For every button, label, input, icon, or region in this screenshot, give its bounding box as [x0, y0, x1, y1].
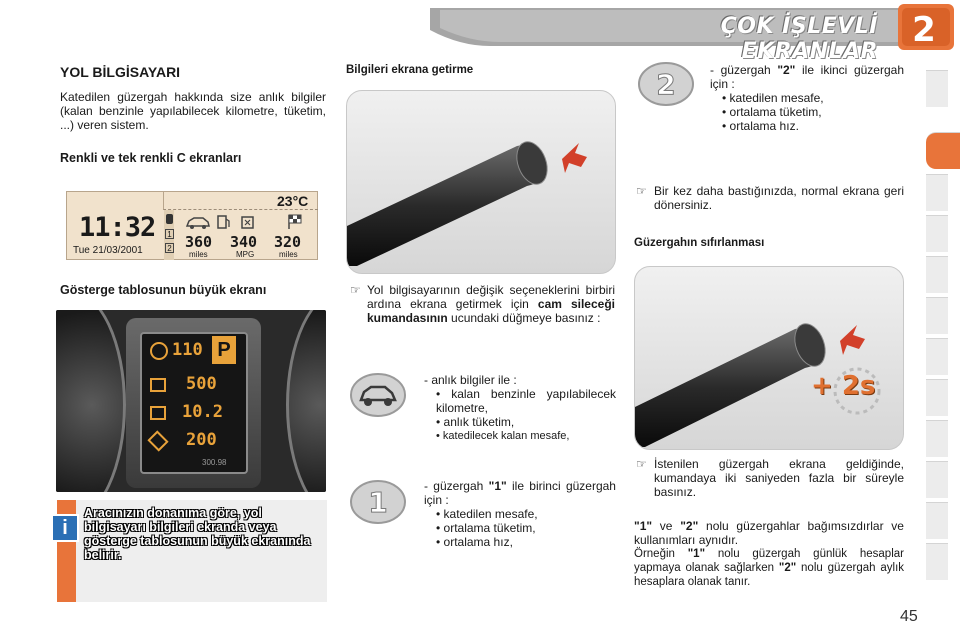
speed-readout: 110 — [172, 340, 203, 360]
instruction-text-b: ucundaki düğmeye basınız : — [451, 311, 601, 325]
block-trip2-item-1: • katedilen mesafe, — [722, 91, 824, 105]
chapter-tab-10[interactable] — [926, 461, 948, 498]
dash-value-2: 10.2 — [182, 402, 223, 422]
instruction-text-bold: cam sileceği kumandasının — [367, 297, 615, 325]
chapter-tab-6[interactable] — [926, 297, 948, 334]
range-unit: miles — [189, 250, 208, 259]
trip-2-icon: 2 — [165, 243, 174, 253]
chapter-tab-1[interactable] — [926, 70, 948, 107]
chapter-tab-8[interactable] — [926, 379, 948, 416]
p1-and: ve — [659, 519, 673, 533]
distance-value: 320 — [274, 233, 302, 251]
distance-unit: miles — [279, 250, 298, 259]
page-number: 45 — [900, 608, 918, 625]
wiper-stalk-reset-illustration — [635, 267, 904, 450]
instrument-panel-photo — [56, 310, 326, 492]
subtitle-reset: Güzergahın sıfırlanması — [634, 237, 765, 249]
trip-1-icon: 1 — [165, 229, 174, 239]
example-paragraph — [634, 547, 904, 589]
bullet-arrow-icon-3: ☞ — [636, 457, 647, 471]
block-instant-lead: - anlık bilgiler ile : — [424, 373, 517, 387]
subtitle-color-displays: Renkli ve tek renkli C ekranları — [60, 151, 242, 165]
info-icon: i — [51, 514, 79, 542]
chapter-tabs — [926, 70, 948, 575]
block-trip2-item-3: • ortalama hız. — [722, 119, 799, 133]
intro-paragraph: Katedilen güzergah hakkında size anlık bilgiler (kalan benzinle yapılabilecek kilometre, tüketim, ...) veren sistem. — [60, 90, 326, 132]
plus-2s-label: + 2s — [811, 371, 876, 401]
block-trip2-pre: - güzergah — [710, 63, 771, 77]
consumption-icon — [150, 406, 166, 420]
p1-code-1: "1" — [634, 519, 653, 533]
block-trip2-line — [710, 63, 904, 91]
p1-code-2: "2" — [680, 519, 699, 533]
p2-pre: Örneğin — [634, 548, 675, 560]
chapter-tab-5[interactable] — [926, 256, 948, 293]
block-trip1-item-2: • ortalama tüketim, — [436, 521, 536, 535]
chapter-tab-9[interactable] — [926, 420, 948, 457]
block-instant-item-2: • anlık tüketim, — [436, 415, 515, 429]
block-trip2-item-2: • ortalama tüketim, — [722, 105, 822, 119]
temperature-readout: 23°C — [277, 193, 309, 209]
dash-value-1: 500 — [186, 374, 217, 394]
p2-mid: nolu güzergah günlük hesaplar yapmaya olanak sağlarken — [634, 548, 904, 574]
independent-trips-paragraph — [634, 519, 904, 547]
page-title: ÇOK İŞLEVLİ EKRANLAR — [720, 14, 878, 64]
block-trip1-code: "1" — [488, 479, 507, 493]
dash-value-3: 200 — [186, 430, 217, 450]
chapter-tab-12[interactable] — [926, 543, 948, 580]
chapter-tab-7[interactable] — [926, 338, 948, 375]
odometer-readout: 300.98 — [202, 458, 227, 467]
cruise-icon — [150, 342, 168, 360]
block-instant-item-3: • katedilecek kalan mesafe, — [436, 430, 570, 442]
p2-code-2: "2" — [778, 562, 797, 574]
consumption-unit: MPG — [236, 250, 255, 259]
trip-1-badge-icon — [349, 478, 407, 526]
chapter-tab-4[interactable] — [926, 215, 948, 252]
block-trip1-pre: - güzergah — [424, 479, 484, 493]
instruction-paragraph — [367, 283, 615, 325]
chapter-tab-2-active[interactable] — [926, 132, 960, 169]
gear-readout: P — [212, 336, 236, 364]
reset-paragraph: İstenilen güzergah ekrana geldiğinde, kumandaya iki saniyeden fazla bir süreyle basınız. — [654, 457, 904, 499]
subtitle-display-info: Bilgileri ekrana getirme — [346, 64, 474, 76]
press-again-paragraph: Bir kez daha bastığınızda, normal ekrana geri dönersiniz. — [654, 184, 904, 212]
instruction-text-a: Yol bilgisayarının değişik seçeneklerini birbiri ardına ekrana getirmek için — [367, 283, 615, 311]
color-display-screen — [66, 191, 318, 260]
distance-icon — [240, 214, 256, 230]
trip-selector-icon — [166, 214, 173, 224]
p1-rest: nolu güzergahlar bağımsızdırlar ve kullanımları aynıdır. — [634, 519, 904, 547]
block-trip1-post: ile birinci güzergah için : — [424, 479, 616, 507]
wiper-stalk-photo-2 — [634, 266, 904, 450]
subtitle-instrument-panel: Gösterge tablosunun büyük ekranı — [60, 283, 267, 297]
block-trip2-post: ile ikinci güzergah için : — [710, 63, 904, 91]
destination-flag-icon — [286, 213, 304, 231]
block-instant-item-1: • kalan benzinle yapılabilecek kilometre, — [436, 387, 616, 415]
bullet-arrow-icon-2: ☞ — [636, 184, 647, 198]
fuel-icon — [150, 378, 166, 392]
block-trip2-code: "2" — [777, 63, 796, 77]
bullet-arrow-icon: ☞ — [350, 283, 361, 297]
fuel-pump-icon — [216, 214, 232, 230]
date-readout: Tue 21/03/2001 — [73, 245, 143, 256]
range-value: 360 — [185, 233, 213, 251]
chapter-tab-11[interactable] — [926, 502, 948, 539]
chapter-number: 2 — [912, 10, 936, 50]
distance-arrow-icon — [147, 430, 168, 451]
p2-post: nolu güzergah aylık hesaplara olanak tanır. — [634, 562, 905, 588]
car-range-icon — [185, 215, 211, 229]
block-trip1-item-1: • katedilen mesafe, — [436, 507, 538, 521]
info-note-text: Aracınızın donanıma göre, yol bilgisayarı bilgileri ekranda veya gösterge tablosunun büyük ekranında belirir. — [84, 506, 311, 562]
trip-2-badge-icon — [637, 60, 695, 108]
wiper-stalk-photo-1 — [346, 90, 616, 274]
chapter-tab-3[interactable] — [926, 174, 948, 211]
car-icon — [349, 371, 407, 419]
p2-code-1: "1" — [687, 548, 706, 560]
block-trip1-item-3: • ortalama hız, — [436, 535, 513, 549]
svg-text:1: 1 — [368, 486, 388, 519]
section-title: YOL BİLGİSAYARI — [60, 64, 181, 80]
clock-readout: 11:32 — [79, 212, 156, 243]
multifunction-screen — [140, 332, 248, 474]
block-trip1-line — [424, 479, 616, 507]
consumption-value: 340 — [230, 233, 258, 251]
wiper-stalk-illustration — [347, 91, 616, 274]
svg-text:2: 2 — [656, 68, 676, 101]
